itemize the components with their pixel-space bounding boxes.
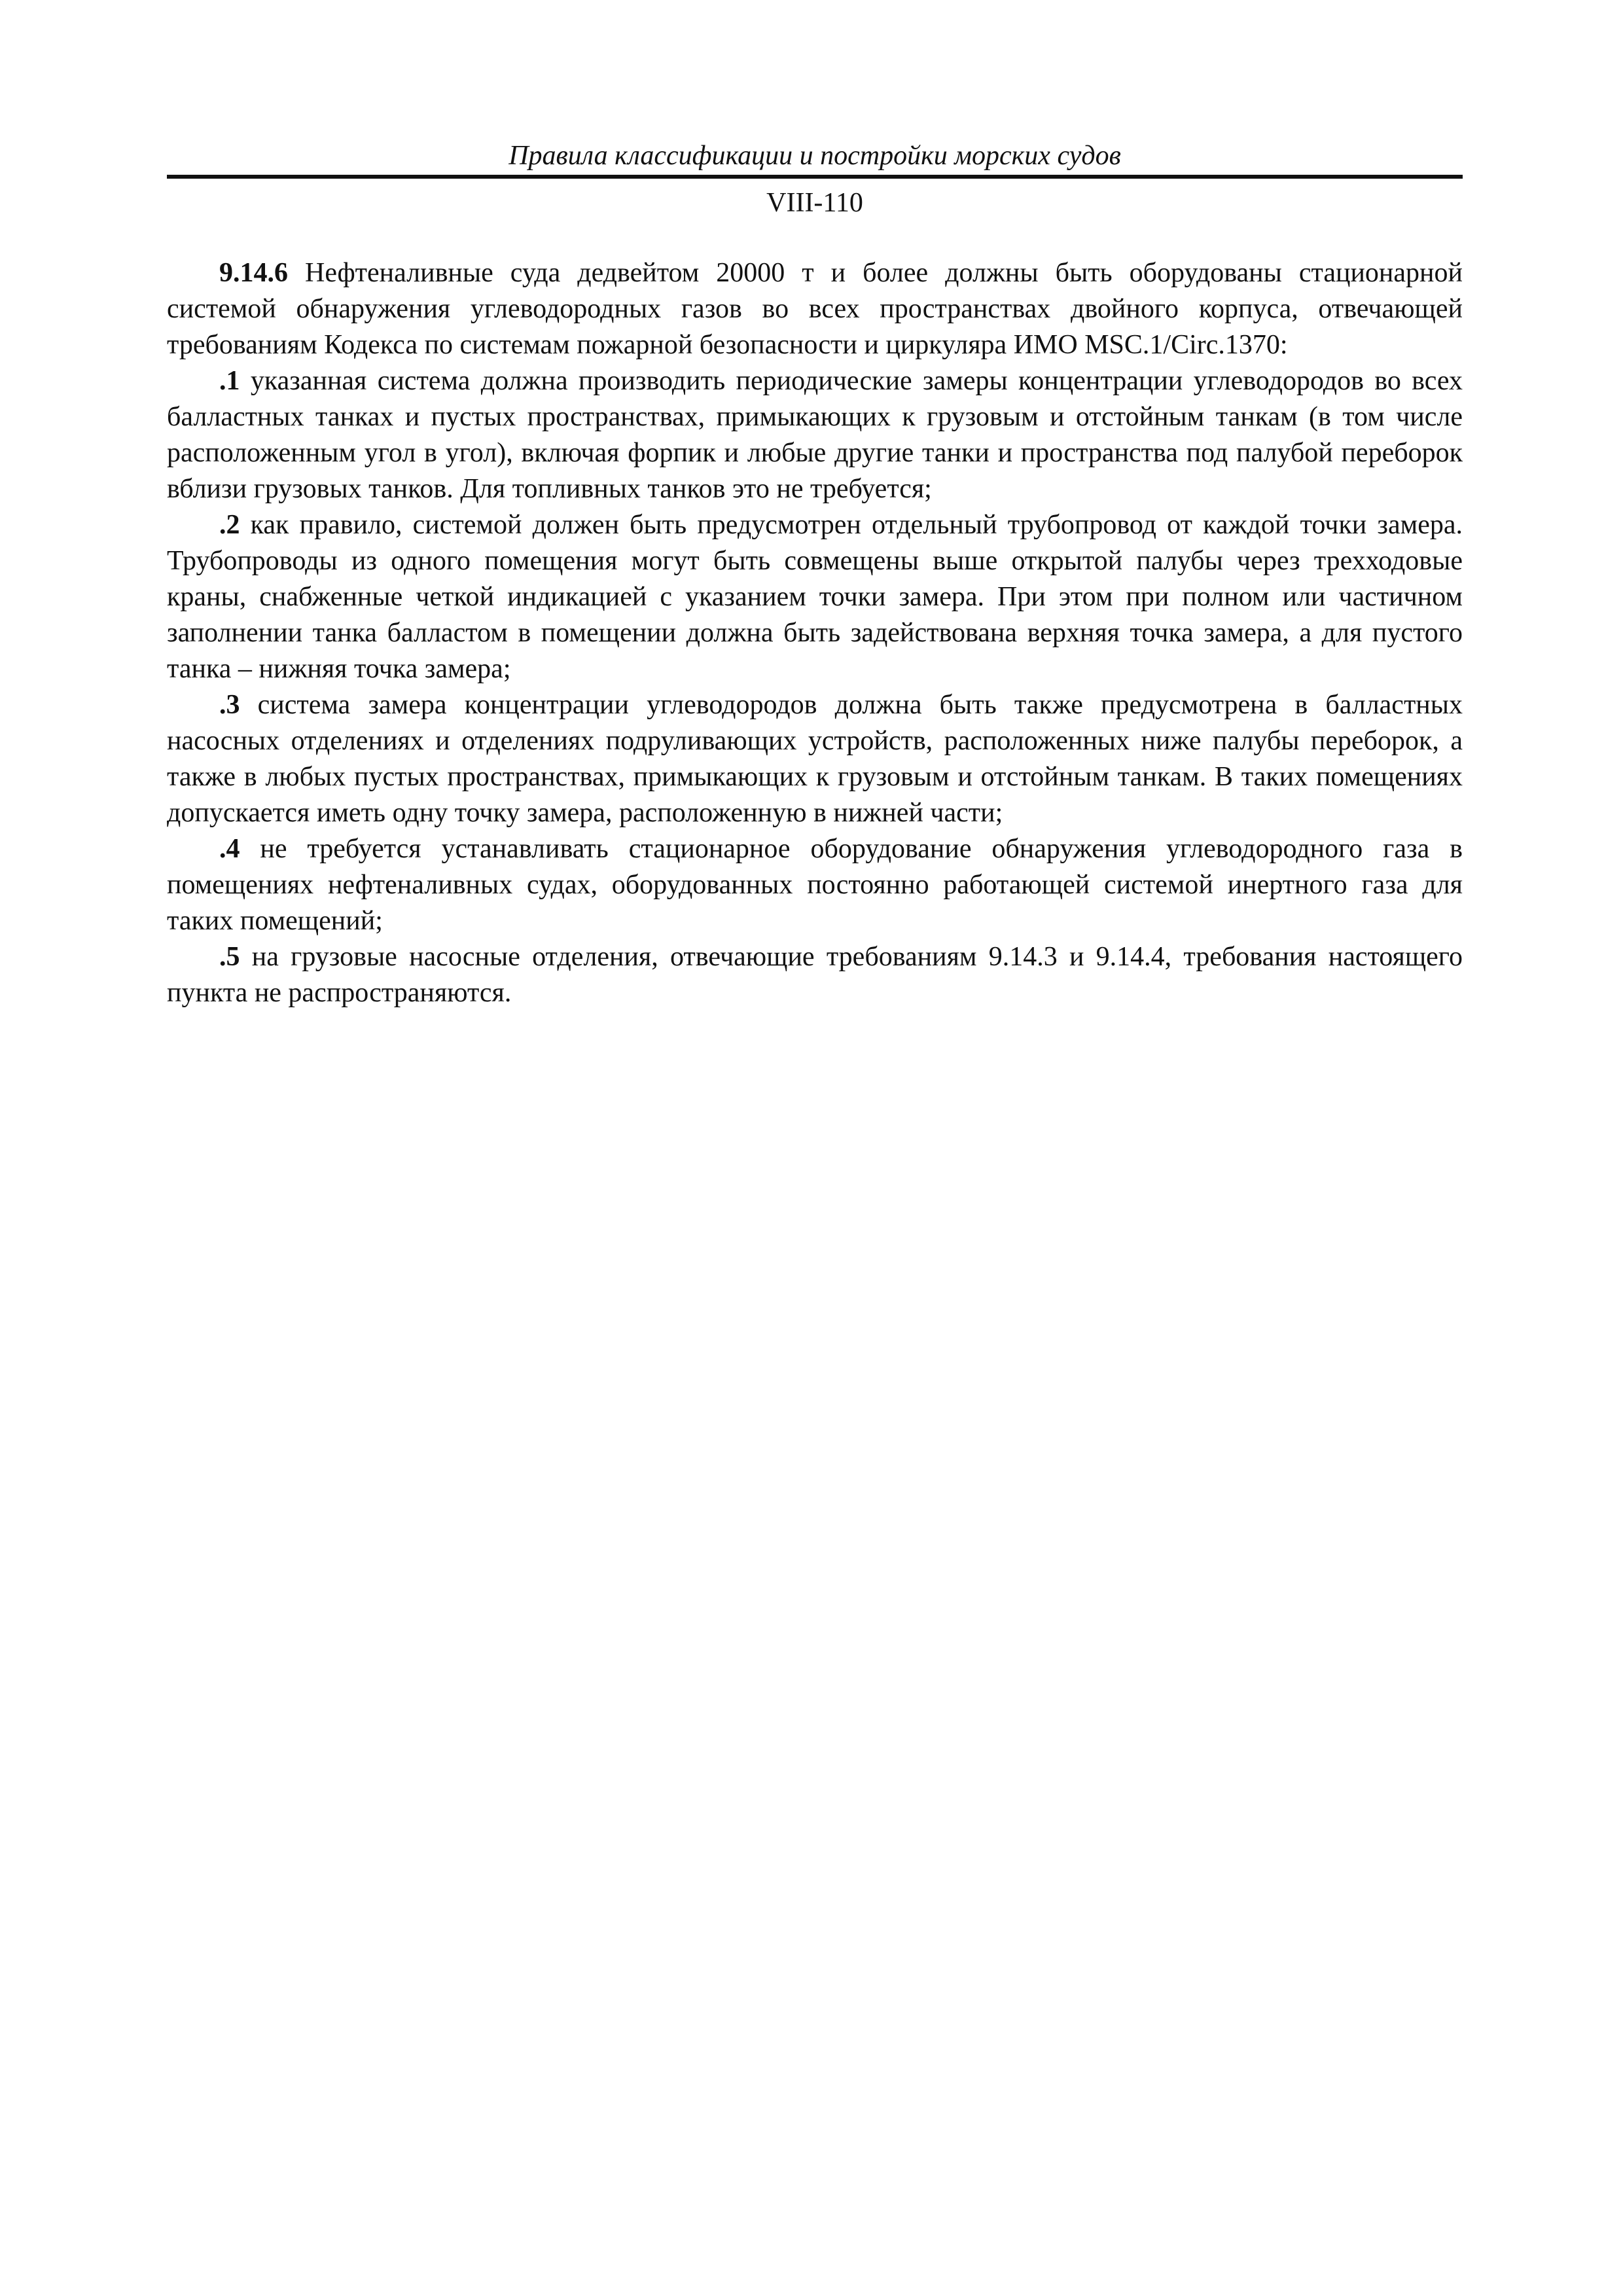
- item-marker: .1: [219, 366, 240, 396]
- item-text: система замера концентрации углеводородов должна быть также предусмотрена в балластных насосных отделениях и отделениях подруливающих устройств, расположенных ниже палубы переборок, а также в любых пустых пространствах, примыкающих к грузовым и отстойным танкам. В таких помещениях допускается иметь одну точку замера, расположенную в нижней части;: [167, 690, 1463, 828]
- list-item: [167, 831, 1463, 939]
- running-header-title: Правила классификации и постройки морских судов: [508, 141, 1121, 171]
- item-text: не требуется устанавливать стационарное оборудование обнаружения углеводородного газа в помещениях нефтеналивных судах, оборудованных постоянно работающей системой инертного газа для таких помещений;: [167, 834, 1463, 936]
- section-text: Нефтеналивные суда дедвейтом 20000 т и более должны быть оборудованы стационарной системой обнаружения углеводородных газов во всех пространствах двойного корпуса, отвечающей требованиям Кодекса по системам пожарной безопасности и циркуляра ИМО MSC.1/Circ.1370:: [167, 258, 1463, 360]
- list-item: [167, 507, 1463, 687]
- header-rule: [167, 175, 1463, 179]
- item-text: указанная система должна производить периодические замеры концентрации углеводородов во всех балластных танках и пустых пространствах, примыкающих к грузовым и отстойным танкам (в том числе расположенным угол в угол), включая форпик и любые другие танки и пространства под палубой переборок вблизи грузовых танков. Для топливных танков это не требуется;: [167, 366, 1463, 504]
- list-item: [167, 363, 1463, 507]
- page-number: VIII-110: [766, 188, 863, 218]
- list-item: [167, 687, 1463, 831]
- item-text: на грузовые насосные отделения, отвечающие требованиям 9.14.3 и 9.14.4, требования настоящего пункта не распространяются.: [167, 942, 1463, 1008]
- list-item: [167, 939, 1463, 1011]
- section-number: 9.14.6: [219, 258, 288, 288]
- section-paragraph: [167, 255, 1463, 363]
- item-marker: .3: [219, 690, 240, 720]
- item-marker: .4: [219, 834, 240, 864]
- item-marker: .2: [219, 510, 240, 540]
- document-body: [167, 255, 1463, 1011]
- item-text: как правило, системой должен быть предусмотрен отдельный трубопровод от каждой точки замера. Трубопроводы из одного помещения могут быть совмещены выше открытой палубы через трехходовые краны, снабженные четкой индикацией с указанием точки замера. При этом при полном или частичном заполнении танка балластом в помещении должна быть задействована верхняя точка замера, а для пустого танка – нижняя точка замера;: [167, 510, 1463, 684]
- item-marker: .5: [219, 942, 240, 972]
